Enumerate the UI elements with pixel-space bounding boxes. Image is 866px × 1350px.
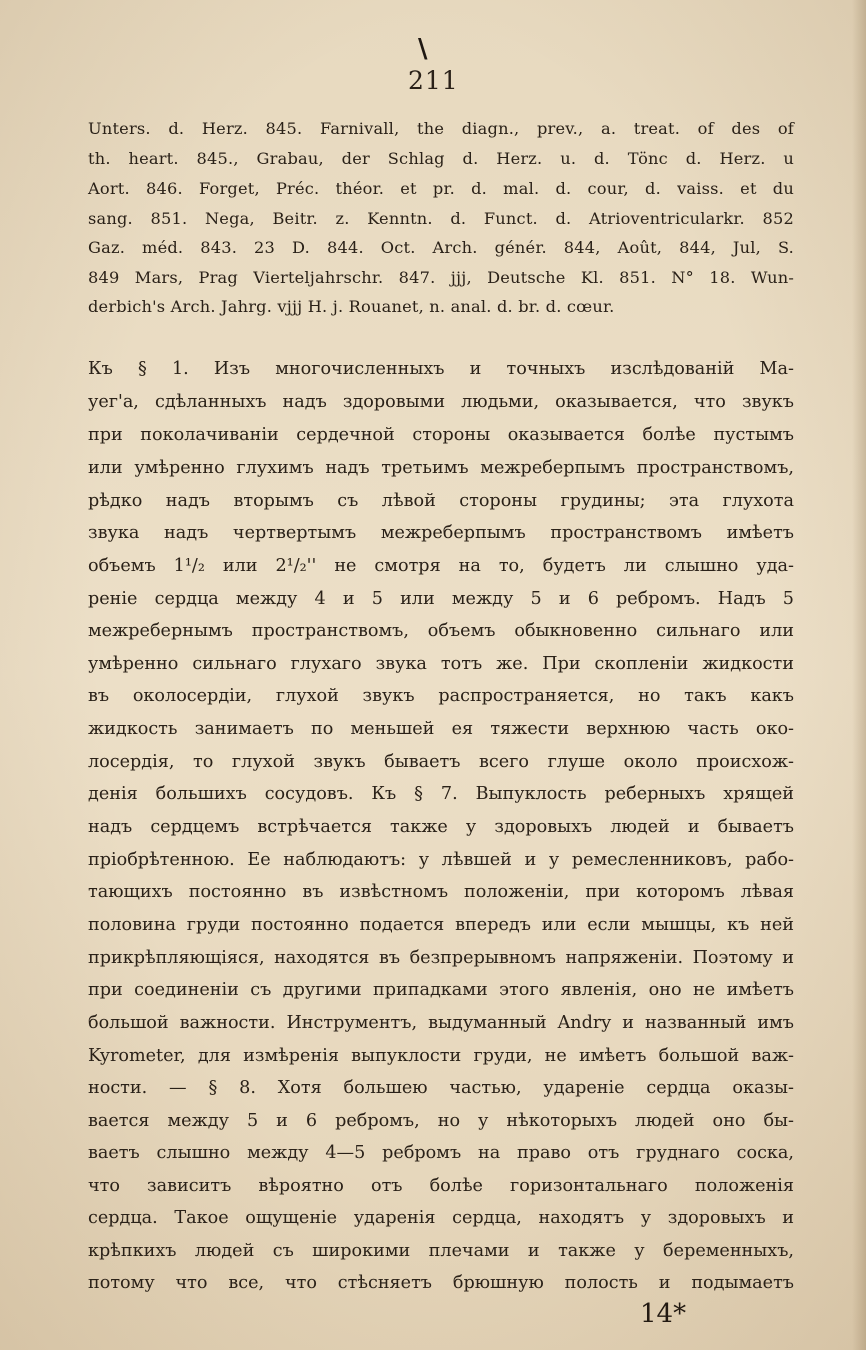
- body-line: уег'а, сдѣланныхъ надъ здоровыми людьми, оказывается, что звукъ: [88, 392, 794, 412]
- body-line: при соединеніи съ другими припадками этого явленія, оно не имѣетъ: [88, 980, 794, 1000]
- reference-line: Gaz. méd. 843. 23 D. 844. Oct. Arch. génér. 844, Août, 844, Jul, S.: [88, 238, 794, 257]
- body-line: реніе сердца между 4 и 5 или между 5 и 6 ребромъ. Надъ 5: [88, 589, 794, 609]
- reference-line: th. heart. 845., Grabau, der Schlag d. Herz. u. d. Tönc d. Herz. u: [88, 149, 794, 168]
- corner-mark: \: [418, 34, 428, 64]
- body-line: потому что все, что стѣсняетъ брюшную полость и подымаетъ: [88, 1273, 794, 1293]
- signature-mark: 14*: [640, 1299, 687, 1329]
- body-line: надъ сердцемъ встрѣчается также у здоровыхъ людей и бываетъ: [88, 817, 794, 837]
- reference-line: sang. 851. Nega, Beitr. z. Kenntn. d. Funct. d. Atrioventricularkr. 852: [88, 209, 794, 228]
- body-line: что зависитъ вѣроятно отъ болѣе горизонтальнаго положенія: [88, 1176, 794, 1196]
- body-line: денія большихъ сосудовъ. Къ § 7. Выпуклость реберныхъ хрящей: [88, 784, 794, 804]
- body-line: сердца. Такое ощущеніе ударенія сердца, находятъ у здоровыхъ и: [88, 1208, 794, 1228]
- reference-line: Aort. 846. Forget, Préc. théor. et pr. d. mal. d. cour, d. vaiss. et du: [88, 179, 794, 198]
- body-line: или умѣренно глухимъ надъ третьимъ межреберпымъ пространствомъ,: [88, 458, 794, 478]
- body-line: большой важности. Инструментъ, выдуманный Andry и названный имъ: [88, 1013, 794, 1033]
- body-line: межребернымъ пространствомъ, объемъ обыкновенно сильнаго или: [88, 621, 794, 641]
- body-line: рѣдко надъ вторымъ съ лѣвой стороны грудины; эта глухота: [88, 491, 794, 511]
- body-line: половина груди постоянно подается впередъ или если мышцы, къ ней: [88, 915, 794, 935]
- body-line: жидкость занимаетъ по меньшей ея тяжести верхнюю часть око-: [88, 719, 794, 739]
- body-line: лосердія, то глухой звукъ бываетъ всего глуше около происхож-: [88, 752, 794, 772]
- body-line: звука надъ чертвертымъ межреберпымъ пространствомъ имѣетъ: [88, 523, 794, 543]
- body-line: крѣпкихъ людей съ широкими плечами и также у беременныхъ,: [88, 1241, 794, 1261]
- body-line: тающихъ постоянно въ извѣстномъ положеніи, при которомъ лѣвая: [88, 882, 794, 902]
- body-line: въ околосердіи, глухой звукъ распространяется, но такъ какъ: [88, 686, 794, 706]
- page-edge-shadow: [852, 0, 866, 1350]
- reference-line: derbich's Arch. Jahrg. vjjj H. j. Rouanet, n. anal. d. br. d. cœur.: [88, 297, 615, 316]
- body-line: прикрѣпляющіяся, находятся въ безпрерывномъ напряженіи. Поэтому и: [88, 948, 794, 968]
- body-line: объемъ 1¹/₂ или 2¹/₂'' не смотря на то, будетъ ли слышно уда-: [88, 556, 794, 576]
- body-line: умѣренно сильнаго глухаго звука тотъ же. При скопленіи жидкости: [88, 654, 794, 674]
- page-number: 211: [408, 66, 459, 95]
- body-line: вается между 5 и 6 ребромъ, но у нѣкоторыхъ людей оно бы-: [88, 1111, 794, 1131]
- body-line: пріобрѣтенною. Ее наблюдаютъ: у лѣвшей и у ремесленниковъ, рабо-: [88, 850, 794, 870]
- body-line: ваетъ слышно между 4—5 ребромъ на право отъ груднаго соска,: [88, 1143, 794, 1163]
- body-line: Kyrometer, для измѣренія выпуклости груди, не имѣетъ большой важ-: [88, 1046, 794, 1066]
- body-line: при поколачиваніи сердечной стороны оказывается болѣе пустымъ: [88, 425, 794, 445]
- body-line: ности. — § 8. Хотя большею частью, удареніе сердца оказы-: [88, 1078, 794, 1098]
- body-line: Къ § 1. Изъ многочисленныхъ и точныхъ изслѣдованій Ма-: [88, 359, 794, 379]
- reference-line: Unters. d. Herz. 845. Farnivall, the diagn., prev., a. treat. of des of: [88, 119, 794, 138]
- reference-line: 849 Mars, Prag Vierteljahrschr. 847. jjj, Deutsche Kl. 851. N° 18. Wun-: [88, 268, 794, 287]
